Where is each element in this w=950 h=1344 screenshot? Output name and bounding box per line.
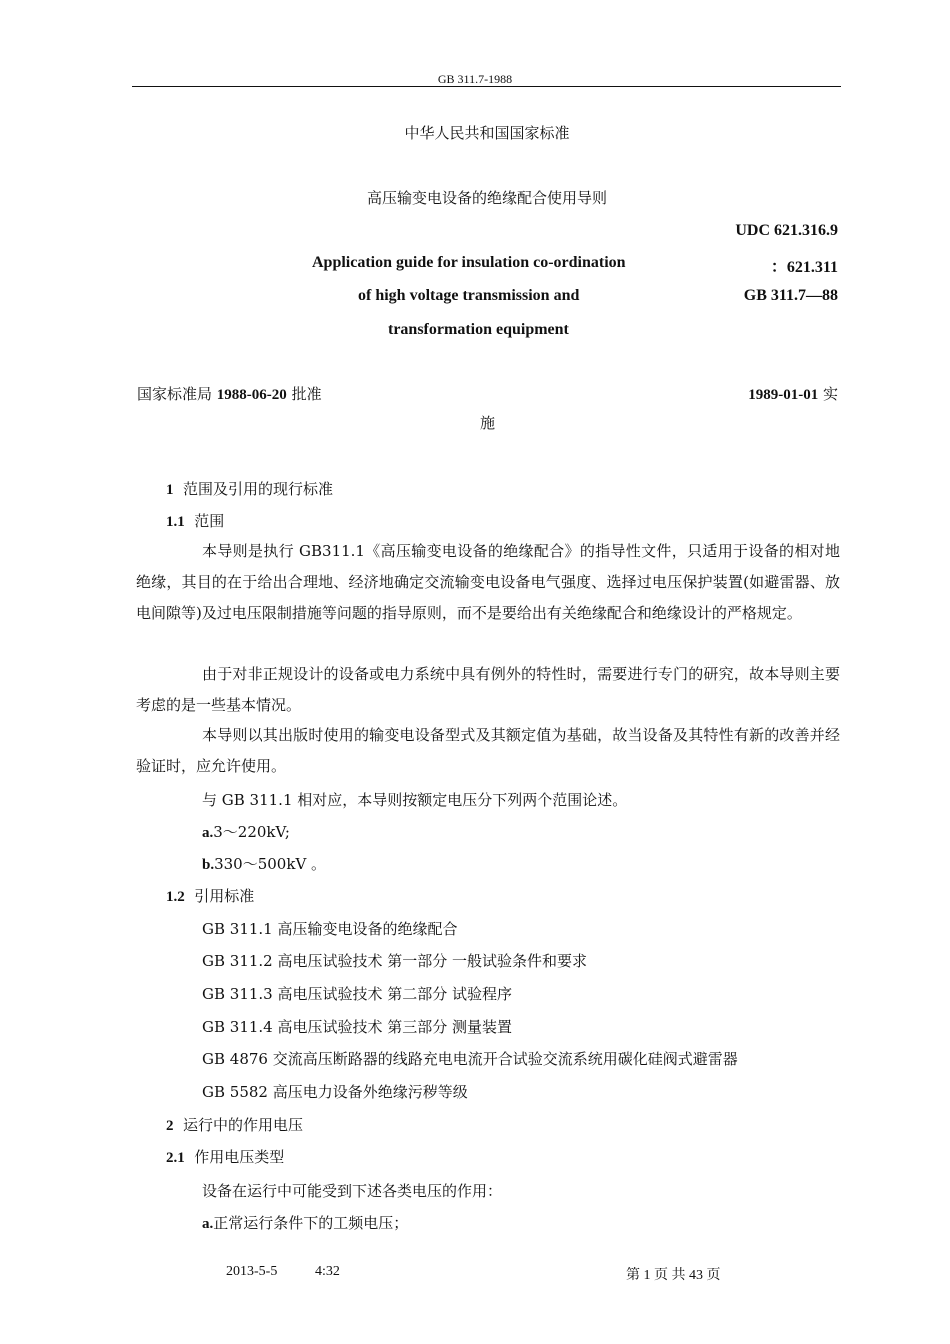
paragraph-equipment-basis: 本导则以其出版时使用的输变电设备型式及其额定值为基础，故当设备及其特性有新的改善并经验证时，应允许使用。 [136, 726, 840, 775]
reference-item: GB 311.2 高电压试验技术 第一部分 一般试验条件和要求 [202, 952, 588, 970]
paragraph-special-cases: 由于对非正规设计的设备或电力系统中具有例外的特性时，需要进行专门的研究，故本导则主要考虑的是一些基本情况。 [136, 665, 840, 714]
section-1-heading: 1 范围及引用的现行标准 [166, 480, 334, 498]
footer-time: 4:32 [315, 1264, 340, 1279]
english-title-line-3: transformation equipment [388, 321, 569, 338]
english-title-line-2: of high voltage transmission and [358, 287, 580, 304]
range-item-a: a.3～220kV; [202, 823, 290, 841]
gb-code: GB 311.7—88 [743, 287, 838, 304]
udc-code-sub: ：621.311 [770, 259, 838, 276]
chinese-title: 高压输变电设备的绝缘配合使用导则 [366, 189, 607, 207]
reference-item: GB 5582 高压电力设备外绝缘污秽等级 [202, 1083, 468, 1101]
section-2-heading: 2 运行中的作用电压 [166, 1116, 304, 1134]
voltage-type-item-a: a.正常运行条件下的工频电压； [202, 1214, 409, 1232]
range-item-b: b.330～500kV 。 [202, 855, 327, 873]
reference-item: GB 4876 交流高压断路器的线路充电电流开合试验交流系统用碳化硅阀式避雷器 [202, 1050, 738, 1068]
section-1-1-heading: 1.1 范围 [166, 512, 225, 530]
reference-item: GB 311.3 高电压试验技术 第二部分 试验程序 [202, 985, 513, 1003]
footer-page-info: 第 1 页 共 43 页 [626, 1268, 721, 1283]
national-standard-label: 中华人民共和国国家标准 [404, 124, 570, 142]
approval-line: 国家标准局 1988-06-20 批准 [137, 385, 322, 403]
effective-line: 1989-01-01 实 [748, 385, 838, 403]
effective-suffix-wrap: 施 [480, 414, 496, 432]
reference-item: GB 311.4 高电压试验技术 第三部分 测量装置 [202, 1018, 513, 1036]
paragraph-voltage-ranges: 与 GB 311.1 相对应，本导则按额定电压分下列两个范围论述。 [202, 791, 628, 809]
reference-item: GB 311.1 高压输变电设备的绝缘配合 [202, 920, 458, 938]
footer-date: 2013-5-5 [226, 1264, 278, 1279]
section-1-2-heading: 1.2 引用标准 [166, 887, 255, 905]
running-header: GB 311.7-1988 [437, 72, 513, 86]
udc-code: UDC 621.316.9 [735, 222, 838, 239]
section-2-1-heading: 2.1 作用电压类型 [166, 1148, 285, 1166]
english-title-line-1: Application guide for insulation co-ordination [312, 254, 626, 271]
paragraph-voltage-types: 设备在运行中可能受到下述各类电压的作用： [202, 1182, 503, 1200]
paragraph-scope: 本导则是执行 GB311.1《高压输变电设备的绝缘配合》的指导性文件，只适用于设备的相对地绝缘，其目的在于给出合理地、经济地确定交流输变电设备电气强度、选择过电压保护装置(如避雷器、放电间隙等)及过电压限制措施等问题的指导原则，而不是要给出有关绝缘配合和绝缘设计的严格规定。 [136, 542, 840, 622]
header-rule [132, 86, 841, 87]
